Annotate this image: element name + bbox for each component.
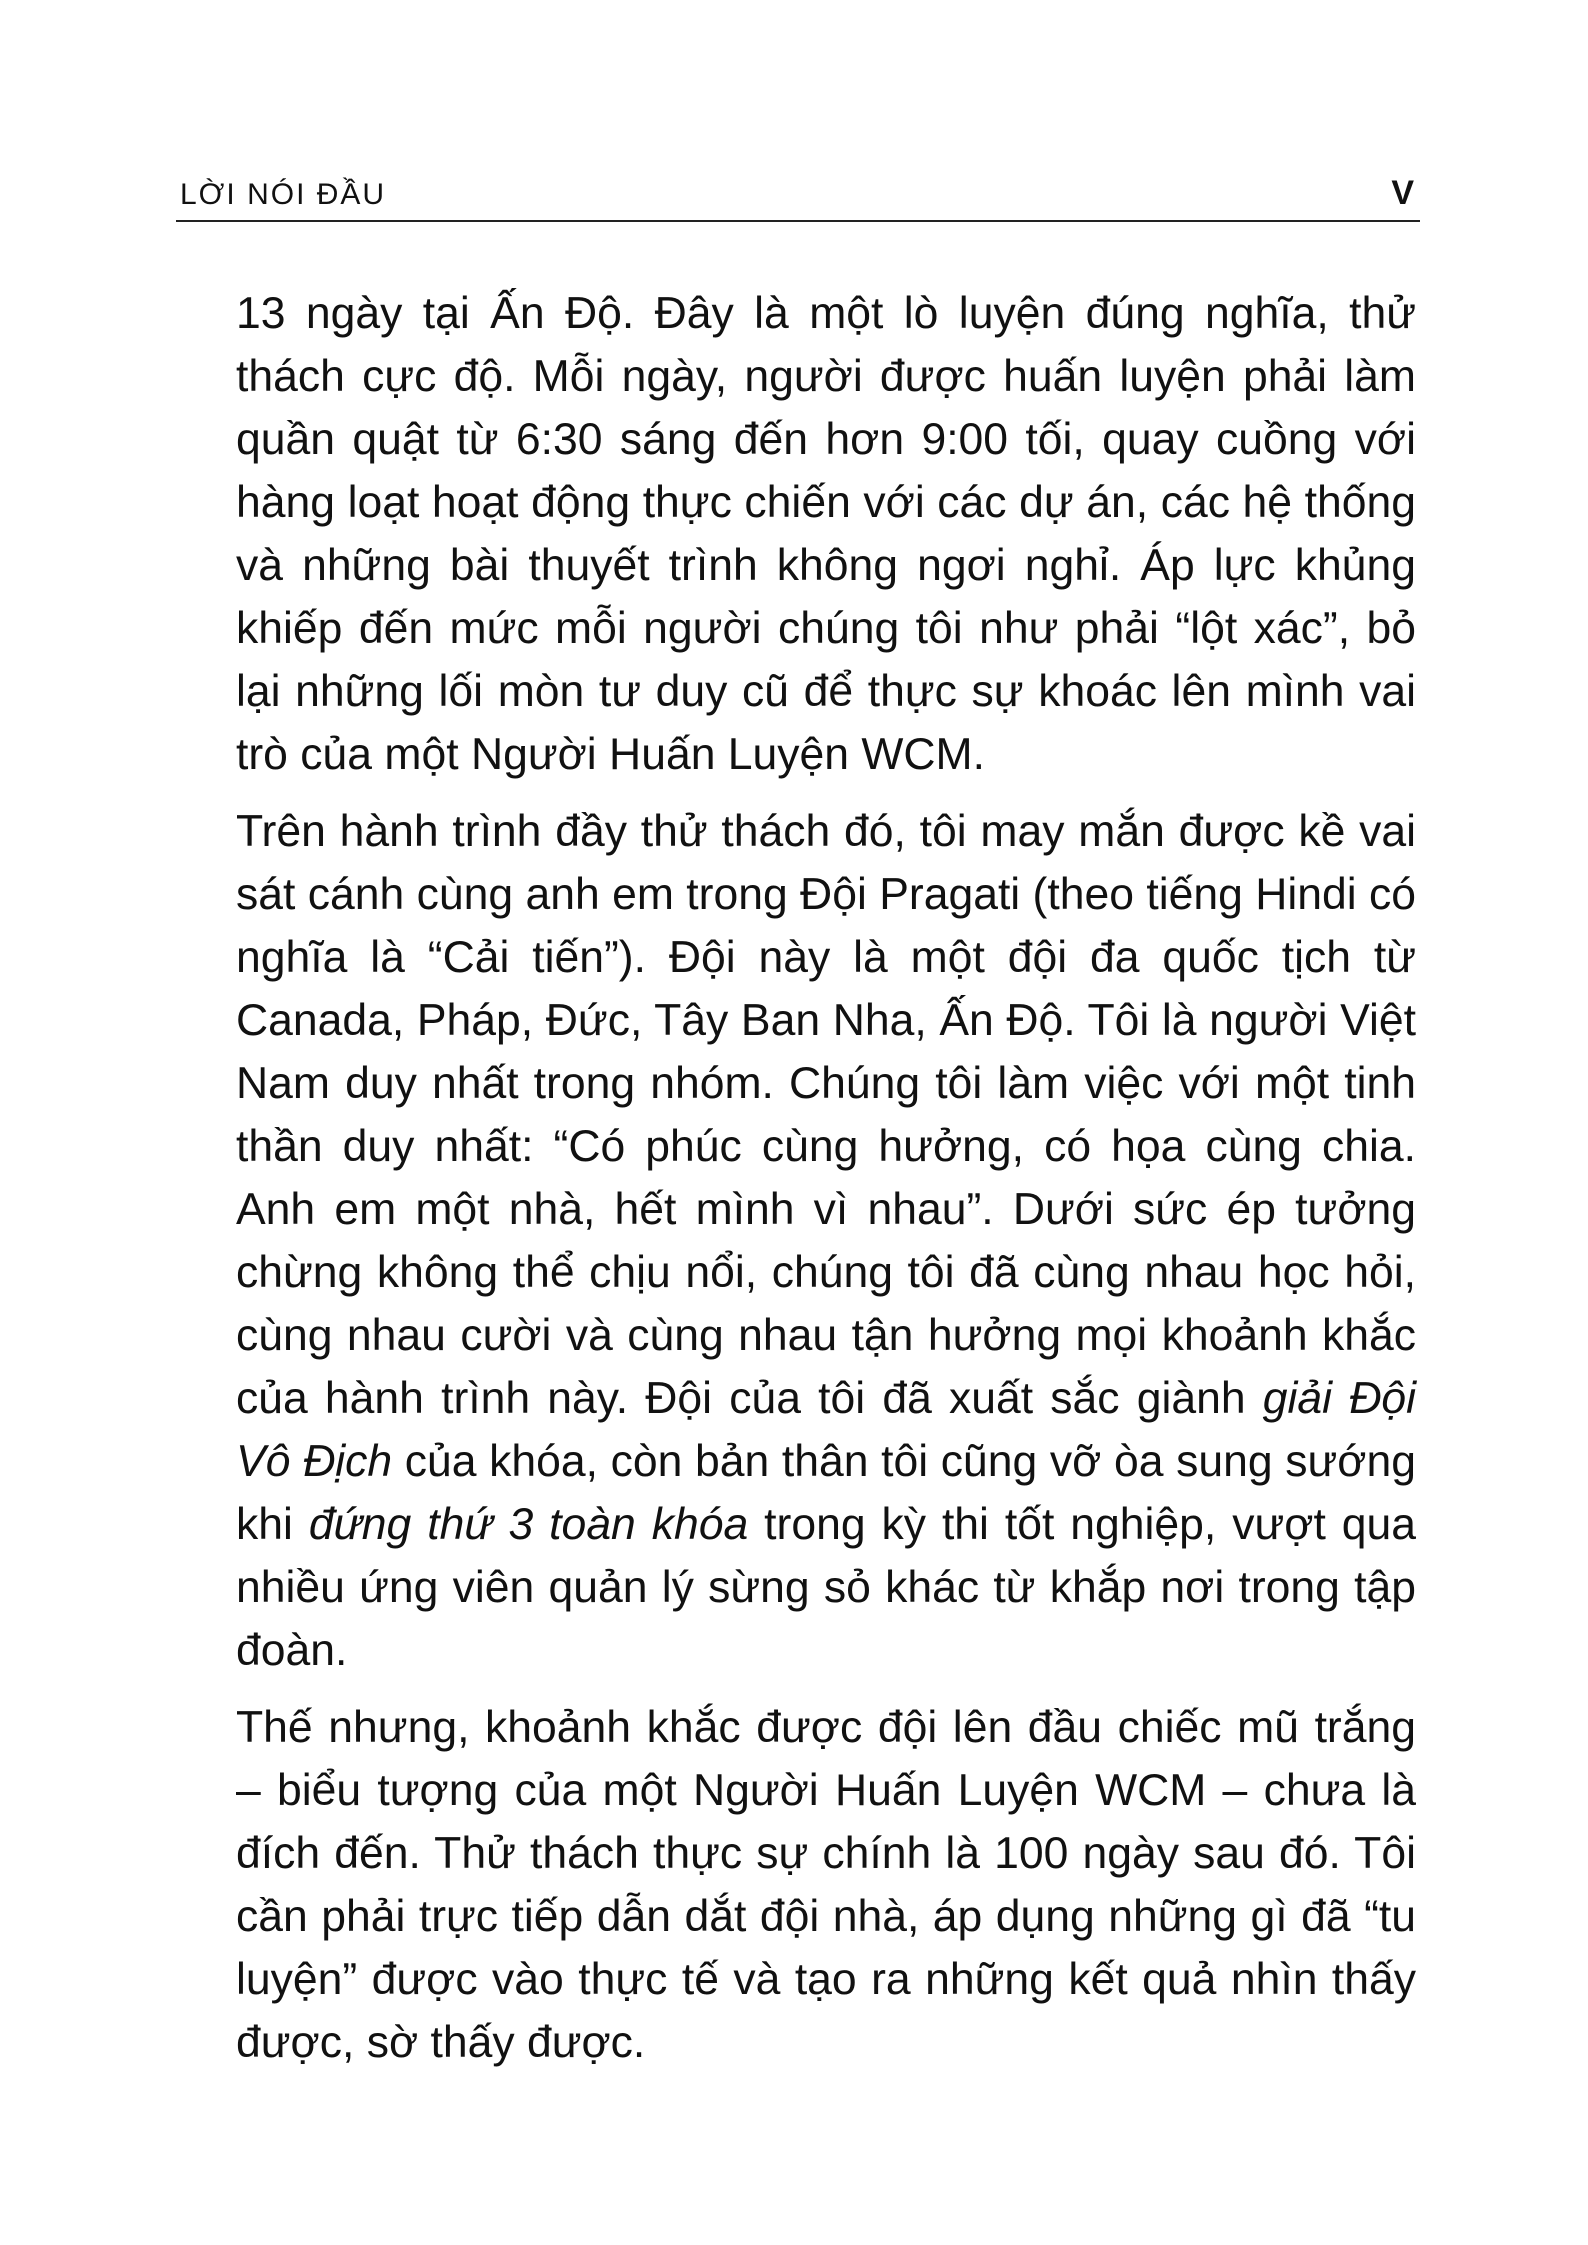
paragraph-text: Thế nhưng, khoảnh khắc được đội lên đầu chiếc mũ trắng – biểu tượng của một Người Huấn Luyện WCM – chưa là đích đến. Thử thách thực sự chính là 100 ngày sau đó. Tôi cần phải trực tiếp dẫn dắt đội nhà, áp dụng những gì đã “tu luyện” được vào thực tế và tạo ra những kết quả nhìn thấy được, sờ thấy được. — [236, 1703, 1416, 2067]
paragraph-text: Trên hành trình đầy thử thách đó, tôi may mắn được kề vai sát cánh cùng anh em trong Đội Pragati (theo tiếng Hindi có nghĩa là “Cải tiến”). Đội này là một đội đa quốc tịch từ Canada, Pháp, Đức, Tây Ban Nha, Ấn Độ. Tôi là người Việt Nam duy nhất trong nhóm. Chúng tôi làm việc với một tinh thần duy nhất: “Có phúc cùng hưởng, có họa cùng chia. Anh em một nhà, hết mình vì nhau”. Dưới sức ép tưởng chừng không thể chịu nổi, chúng tôi đã cùng nhau học hỏi, cùng nhau cười và cùng nhau tận hưởng mọi khoảnh khắc của hành trình này. Đội của tôi đã xuất sắc giành — [236, 807, 1416, 1423]
italic-emphasis: đứng thứ 3 toàn khóa — [308, 1500, 749, 1549]
chapter-title: LỜI NÓI ĐẦU — [180, 178, 387, 211]
body-text — [236, 282, 1416, 2088]
running-header — [176, 168, 1420, 222]
paragraph-2 — [236, 800, 1416, 1682]
paragraph-1 — [236, 282, 1416, 786]
paragraph-text: trong kỳ thi tốt nghiệp, vượt qua nhiều ứng viên quản lý sừng sỏ khác từ khắp nơi trong tập đoàn. — [236, 1500, 1416, 1675]
italic-emphasis: giải Đội Vô Địch — [236, 1374, 1416, 1486]
paragraph-text: của khóa, còn bản thân tôi cũng vỡ òa sung sướng khi — [236, 1437, 1416, 1549]
page-number: V — [1391, 174, 1414, 212]
paragraph-3 — [236, 1696, 1416, 2074]
paragraph-text: 13 ngày tại Ấn Độ. Đây là một lò luyện đúng nghĩa, thử thách cực độ. Mỗi ngày, người được huấn luyện phải làm quần quật từ 6:30 sáng đến hơn 9:00 tối, quay cuồng với hàng loạt hoạt động thực chiến với các dự án, các hệ thống và những bài thuyết trình không ngơi nghỉ. Áp lực khủng khiếp đến mức mỗi người chúng tôi như phải “lột xác”, bỏ lại những lối mòn tư duy cũ để thực sự khoác lên mình vai trò của một Người Huấn Luyện WCM. — [236, 289, 1416, 779]
